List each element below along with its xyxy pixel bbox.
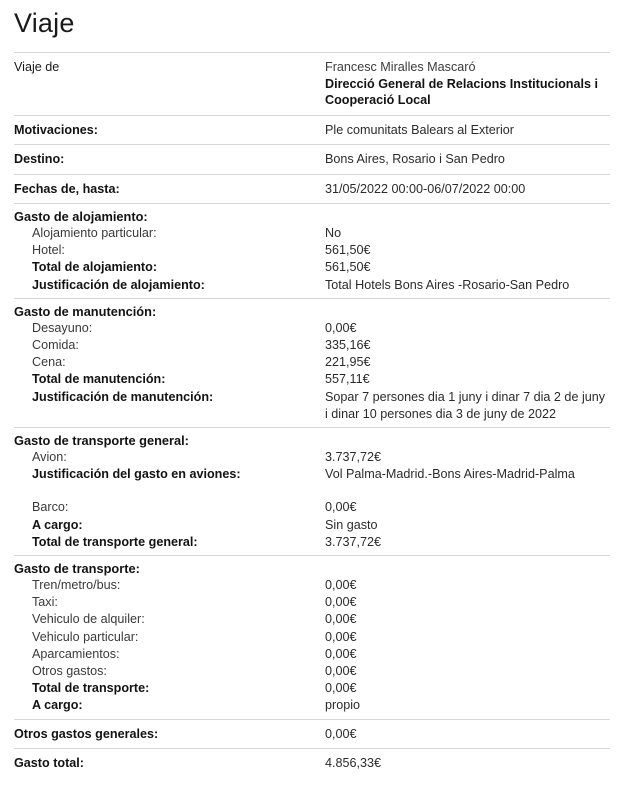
expense-label: Cena: bbox=[32, 355, 66, 370]
row-spacer bbox=[14, 483, 610, 499]
expense-row bbox=[14, 320, 610, 337]
expense-label: A cargo: bbox=[32, 698, 83, 713]
general-transport-heading-row bbox=[14, 432, 610, 449]
lodging-items bbox=[14, 225, 610, 294]
expense-row bbox=[14, 680, 610, 697]
expense-value: 0,00€ bbox=[325, 578, 357, 593]
travel-expense-document bbox=[0, 6, 624, 778]
expense-row bbox=[14, 449, 610, 466]
expense-row bbox=[14, 371, 610, 388]
expense-row bbox=[14, 337, 610, 354]
transport-items bbox=[14, 577, 610, 715]
other-expenses-label: Otros gastos generales: bbox=[14, 726, 159, 741]
expense-label: Total de alojamiento: bbox=[32, 260, 158, 275]
expense-label: Tren/metro/bus: bbox=[32, 578, 121, 593]
expense-value: Sin gasto bbox=[325, 517, 378, 532]
grand-total-section bbox=[14, 749, 610, 778]
meals-heading-row bbox=[14, 303, 610, 320]
expense-row bbox=[14, 534, 610, 551]
grand-total-value: 4.856,33€ bbox=[325, 756, 382, 771]
expense-value: Total Hotels Bons Aires -Rosario-San Pedro bbox=[325, 277, 570, 292]
expense-value: 0,00€ bbox=[325, 595, 357, 610]
transport-heading-row bbox=[14, 560, 610, 577]
traveler-label: Viaje de bbox=[14, 60, 60, 74]
expense-row bbox=[14, 466, 610, 483]
expense-value: Vol Palma-Madrid.-Bons Aires-Madrid-Palma bbox=[325, 467, 575, 482]
lodging-heading: Gasto de alojamiento: bbox=[14, 209, 148, 224]
expense-label: A cargo: bbox=[32, 517, 83, 532]
expense-row bbox=[14, 629, 610, 646]
expense-value: 3.737,72€ bbox=[325, 450, 382, 465]
expense-value: 221,95€ bbox=[325, 355, 371, 370]
expense-value: 335,16€ bbox=[325, 338, 371, 353]
expense-label: Avion: bbox=[32, 450, 67, 465]
expense-value: 557,11€ bbox=[325, 372, 370, 387]
motivations-label: Motivaciones: bbox=[14, 122, 98, 137]
destination-section bbox=[14, 145, 610, 174]
other-expenses-row bbox=[14, 726, 610, 743]
expense-row bbox=[14, 242, 610, 259]
expense-row bbox=[14, 594, 610, 611]
expense-row bbox=[14, 389, 610, 423]
destination-value: Bons Aires, Rosario i San Pedro bbox=[325, 152, 505, 166]
expense-value: 0,00€ bbox=[325, 646, 357, 661]
expense-label: Vehiculo de alquiler: bbox=[32, 612, 145, 627]
expense-value: No bbox=[325, 226, 342, 240]
motivations-value: Ple comunitats Balears al Exterior bbox=[325, 122, 514, 137]
expense-label: Taxi: bbox=[32, 595, 58, 610]
other-expenses-value: 0,00€ bbox=[325, 726, 357, 741]
expense-row bbox=[14, 697, 610, 714]
expense-label: Alojamiento particular: bbox=[32, 226, 157, 240]
expense-value: 0,00€ bbox=[325, 664, 357, 679]
motivations-row bbox=[14, 122, 610, 139]
general-transport-items bbox=[14, 449, 610, 551]
expense-row bbox=[14, 663, 610, 680]
transport-section bbox=[14, 556, 610, 719]
expense-value: Sopar 7 persones dia 1 juny i dinar 7 dia 2 de juny i dinar 10 persones dia 3 de juny de 2022 bbox=[325, 389, 606, 421]
other-expenses-section bbox=[14, 720, 610, 749]
lodging-heading-row bbox=[14, 208, 610, 225]
expense-row bbox=[14, 517, 610, 534]
expense-label: Justificación del gasto en aviones: bbox=[32, 467, 241, 482]
expense-label: Hotel: bbox=[32, 243, 65, 258]
expense-row bbox=[14, 354, 610, 371]
traveler-person-name: Francesc Miralles Mascaró bbox=[325, 60, 476, 74]
destination-row bbox=[14, 151, 610, 168]
traveler-value bbox=[325, 59, 610, 109]
expense-value: 0,00€ bbox=[325, 320, 357, 335]
traveler-organization: Direcció General de Relacions Institucionals i Cooperació Local bbox=[325, 76, 598, 107]
destination-label: Destino: bbox=[14, 152, 65, 166]
transport-heading: Gasto de transporte: bbox=[14, 561, 140, 577]
expense-value: propio bbox=[325, 698, 361, 713]
expense-value: 3.737,72€ bbox=[325, 534, 382, 549]
expense-row bbox=[14, 577, 610, 594]
expense-label: Vehiculo particular: bbox=[32, 629, 139, 644]
expense-value: 0,00€ bbox=[325, 681, 357, 696]
page-title: Viaje bbox=[14, 8, 75, 38]
expense-label: Aparcamientos: bbox=[32, 646, 120, 661]
expense-label: Total de transporte: bbox=[32, 681, 150, 696]
expense-value: 561,50€ bbox=[325, 260, 371, 275]
expense-label: Barco: bbox=[32, 500, 69, 515]
expense-row bbox=[14, 611, 610, 628]
motivations-section bbox=[14, 116, 610, 145]
dates-section bbox=[14, 175, 610, 204]
expense-label: Justificación de alojamiento: bbox=[32, 277, 205, 292]
traveler-row bbox=[14, 59, 610, 109]
expense-row bbox=[14, 259, 610, 276]
dates-value: 31/05/2022 00:00-06/07/2022 00:00 bbox=[325, 181, 526, 196]
dates-label: Fechas de, hasta: bbox=[14, 181, 120, 196]
dates-row bbox=[14, 181, 610, 198]
expense-value: 561,50€ bbox=[325, 243, 371, 258]
expense-label: Otros gastos: bbox=[32, 664, 107, 679]
expense-label: Total de transporte general: bbox=[32, 534, 198, 549]
meals-items bbox=[14, 320, 610, 423]
expense-row bbox=[14, 499, 610, 516]
expense-row bbox=[14, 277, 610, 294]
expense-row bbox=[14, 225, 610, 242]
expense-row bbox=[14, 646, 610, 663]
traveler-section bbox=[14, 53, 610, 115]
expense-label: Total de manutención: bbox=[32, 372, 166, 387]
expense-value: 0,00€ bbox=[325, 500, 357, 515]
expense-label: Comida: bbox=[32, 338, 79, 353]
general-transport-section bbox=[14, 428, 610, 555]
expense-value: 0,00€ bbox=[325, 612, 357, 627]
meals-section bbox=[14, 299, 610, 427]
grand-total-label: Gasto total: bbox=[14, 756, 84, 771]
lodging-section bbox=[14, 204, 610, 298]
meals-heading: Gasto de manutención: bbox=[14, 303, 157, 319]
expense-value: 0,00€ bbox=[325, 629, 357, 644]
expense-label: Desayuno: bbox=[32, 320, 93, 335]
expense-label: Justificación de manutención: bbox=[32, 389, 214, 404]
grand-total-row bbox=[14, 755, 610, 772]
general-transport-heading: Gasto de transporte general: bbox=[14, 433, 189, 449]
